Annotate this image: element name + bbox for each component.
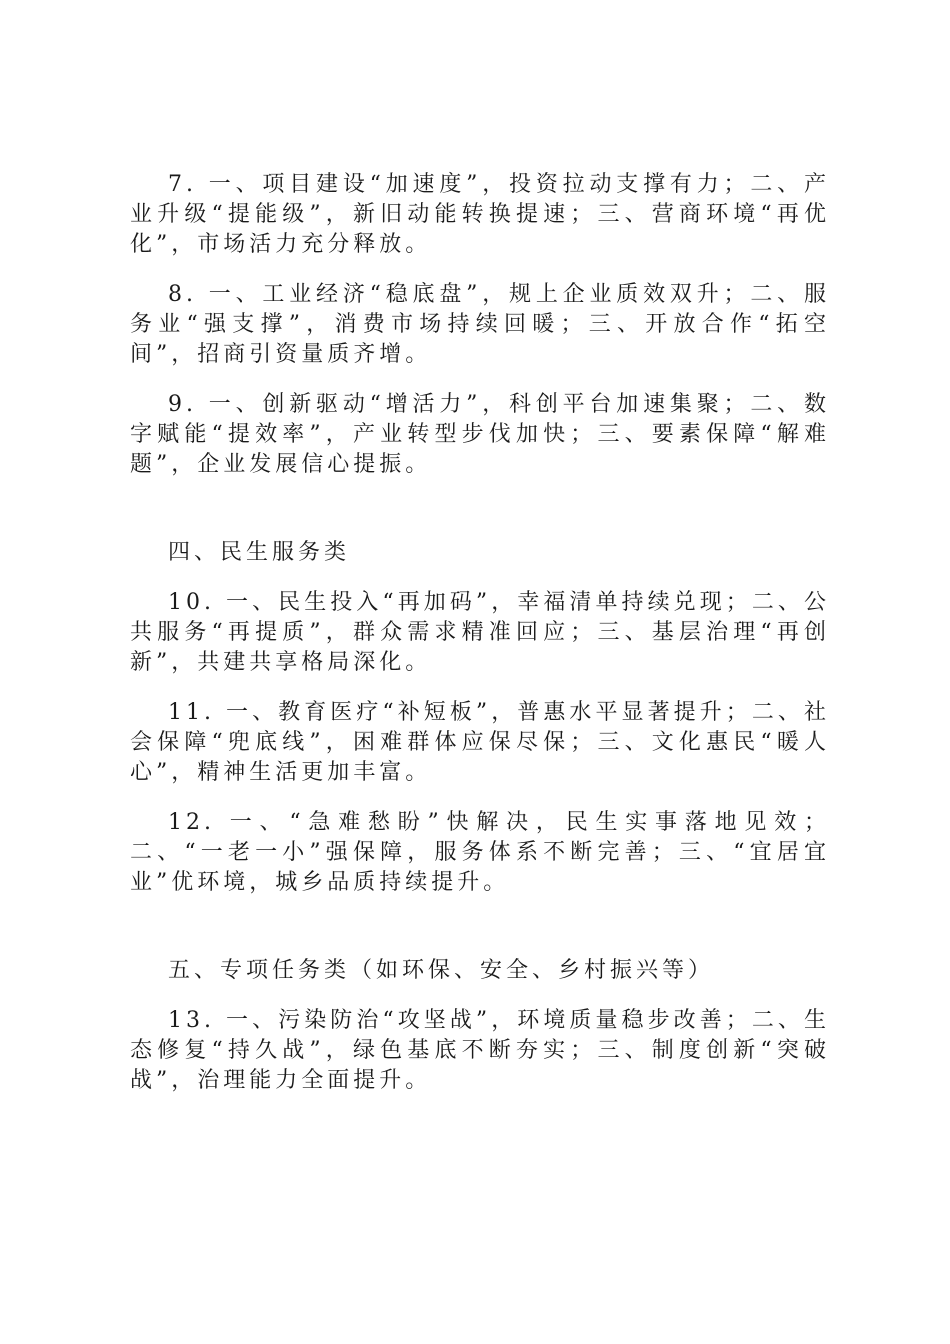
paragraph-8: 8. 一、工业经济“稳底盘”，规上企业质效双升；二、服务业“强支撑”，消费市场持续回暖；三、开放合作“拓空间”，招商引资量质齐增。 [130, 282, 830, 367]
paragraph-12: 12. 一、“急难愁盼”快解决，民生实事落地见效；二、“一老一小”强保障，服务体系不断完善；三、“宜居宜业”优环境，城乡品质持续提升。 [130, 810, 830, 895]
paragraph-9: 9. 一、创新驱动“增活力”，科创平台加速集聚；二、数字赋能“提效率”，产业转型步伐加快；三、要素保障“解难题”，企业发展信心提振。 [130, 392, 830, 477]
section-heading-5: 五、专项任务类（如环保、安全、乡村振兴等） [168, 958, 715, 983]
paragraph-10: 10. 一、民生投入“再加码”，幸福清单持续兑现；二、公共服务“再提质”，群众需求精准回应；三、基层治理“再创新”，共建共享格局深化。 [130, 590, 830, 675]
paragraph-11: 11. 一、教育医疗“补短板”，普惠水平显著提升；二、社会保障“兜底线”，困难群体应保尽保；三、文化惠民“暖人心”，精神生活更加丰富。 [130, 700, 830, 785]
section-heading-4: 四、民生服务类 [168, 540, 351, 565]
paragraph-13: 13. 一、污染防治“攻坚战”，环境质量稳步改善；二、生态修复“持久战”，绿色基底不断夯实；三、制度创新“突破战”，治理能力全面提升。 [130, 1008, 830, 1093]
paragraph-7: 7. 一、项目建设“加速度”，投资拉动支撑有力；二、产业升级“提能级”，新旧动能转换提速；三、营商环境“再优化”，市场活力充分释放。 [130, 172, 830, 257]
document-body [130, 170, 830, 1116]
